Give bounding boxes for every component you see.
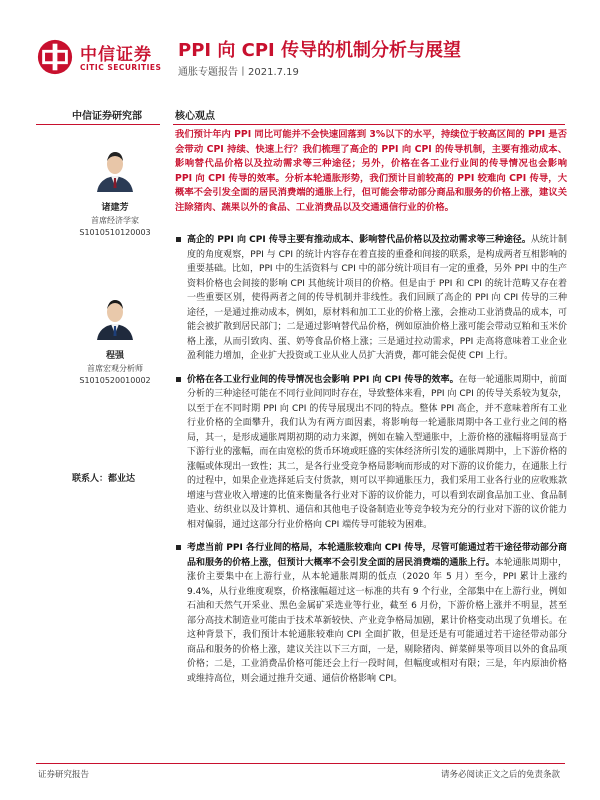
analyst-card <box>60 144 170 237</box>
analyst-id: S1010510120003 <box>79 228 151 237</box>
analyst-photo-icon <box>95 144 135 192</box>
right-divider <box>173 124 565 125</box>
core-view-summary: 我们预计年内 PPI 同比可能并不会快速回落到 3%以下的水平，持续位于较高区间的 PPI 是否会带动 CPI 持续、快速上行？我们梳理了高企的 PPI 向 CPI 的传导机制，主要有推动成本、影响替代品价格以及拉动需求等三种途径；另外，价格在各工业行业间的传导情况也会影响 PPI 向 CPI 传导的效率。分析本轮通胀形势，我们预计目前较高的 PPI 较难向 CPI 传导，大概率不会引发全面的居民消费端的通胀上行，但可能会带动部分商品和服务的价格上涨，建议关注除猪肉、蔬果以外的食品、工业消费品以及交通通信行业的价格。 <box>175 129 567 213</box>
research-dept-heading: 中信证券研究部 <box>72 111 142 122</box>
bullet-paragraph <box>175 233 567 364</box>
core-view-heading: 核心观点 <box>175 111 215 122</box>
bullet-square-icon <box>176 377 181 382</box>
bullet-body: 在每一轮通胀周期中，前面分析的三种途径可能在不同行业间同时存在，导致整体来看，PPI 向 CPI 的传导关系较为复杂，以至于在不同时期 PPI 向 CPI 的传导展现出不同的特点。整体 PPI 高企，并不意味着所有工业行业价格的全面攀升，我们认为有两方面因素，将影响每一轮通胀周期中各工业行业之间的格局，其一，是形成通胀周期初期的动力来源，例如在输入型通胀中，上游价格的涨幅将明显高于下游行业的涨幅，而在由宽松的货币环境或旺盛的实体经济所引发的通胀周期中，上下游价格的涨幅或体现出一致性；其二，是各行业受竞争格局影响而形成的对下游的议价能力，在通胀上行的过程中，如果企业选择延后支付货款，则可以平抑通胀压力，我们采用工业各行业的应收账款增速与营业收入增速的比值来衡量各行业对下游的议价能力，可以看到农副食品加工业、食品制造业、纺织业以及计算机、通信和其他电子设备制造业等竞争较为充分的行业对下游的议价能力相对偏弱，通过这部分行业价格向 CPI 端传导可能较为困难。 <box>187 374 567 530</box>
report-subtitle: 通胀专题报告丨2021.7.19 <box>178 67 299 78</box>
bullet-lead: 价格在各工业行业间的传导情况也会影响 PPI 向 CPI 传导的效率。 <box>187 374 459 385</box>
bullet-body: 本轮通胀周期中，涨价主要集中在上游行业，从本轮通胀周期的低点（2020 年 5 月）至今，PPI 累计上涨约 9.4%，从行业维度观察，价格涨幅超过这一标准的共有 9 个行业，全部集中在上游行业，例如石油和天然气开采业、黑色金属矿采选业等行业，截至 6 月份，下游价格上涨并不明显，甚至部分高技术制造业可能由于技术革新较快、产业竞争格局加剧，累计价格变动出现了负增长。在这种背景下，我们预计本轮通胀较难向 CPI 全面扩散，但是还是有可能通过若干途径带动部分商品和服务的价格上涨，建议关注以下三方面，一是，剔除猪肉、鲜菜鲜果等项目以外的食品项价格；二是，工业消费品价格可能还会上行一段时间，但幅度或相对有限；三是，年内原油价格或维持高位，则会通过推升交通、通信价格影响 CPI。 <box>187 557 567 684</box>
analyst-title: 首席经济学家 <box>91 216 139 225</box>
bullet-paragraph <box>175 373 567 533</box>
logo-text-cn: 中信证券 <box>80 45 152 65</box>
report-header <box>0 0 600 90</box>
analyst-photo-icon <box>95 292 135 340</box>
report-title: PPI 向 CPI 传导的机制分析与展望 <box>178 40 461 61</box>
footer-disclaimer: 请务必阅读正文之后的免责条款 <box>440 770 560 780</box>
analyst-name: 程强 <box>105 351 124 361</box>
bullet-square-icon <box>176 237 181 242</box>
footer-divider <box>36 763 565 764</box>
bullet-lead: 考虑当前 PPI 各行业间的格局，本轮通胀较难向 CPI 传导，尽管可能通过若干途径带动部分商品和服务的价格上涨，但预计大概率不会引发全面的居民消费端的通胀上行。 <box>187 543 567 568</box>
bullet-lead: 高企的 PPI 向 CPI 传导主要有推动成本、影响替代品价格以及拉动需求等三种途径。 <box>187 235 531 245</box>
analyst-title: 首席宏观分析师 <box>87 364 143 373</box>
analyst-card <box>60 292 170 385</box>
left-divider <box>36 124 160 125</box>
bullet-paragraph <box>175 541 567 686</box>
logo-text-en: CITIC SECURITIES <box>80 63 162 72</box>
footer-label: 证券研究报告 <box>38 770 90 780</box>
bullet-list <box>175 233 567 695</box>
analyst-name: 诸建芳 <box>101 203 129 213</box>
bullet-body: 从统计制度的角度观察，PPI 与 CPI 的统计内容存在着直接的重叠和间接的联系，是构成两者互相影响的重要基础。比如，PPI 中的生活资料与 CPI 中的部分统计项目有一定的重叠，另外 PPI 中的生产资料价格也会间接的影响 CPI 其他统计项目的价格。但是由于 PPI 和 CPI 的统计范畴又存在着一些重要区别，使得两者之间的传导机制并非线性。我们回顾了高企的 PPI 向 CPI 传导的三种途径，一是通过推动成本，例如，原材料和加工工业的价格上涨，会推动工业消费品的成本，可能会被扩散到居民部门；二是通过影响替代品价格，例如原油价格上涨可能会带动豆粕和玉米价格上涨，从而引致肉、蛋、奶等食品价格上涨；三是通过拉动需求，PPI 走高将意味着工业企业盈利能力增加，企业扩大投资或工业从业人员扩大消费，都可能会促使 CPI 上行。 <box>187 235 567 361</box>
bullet-square-icon <box>176 545 181 550</box>
contact-person: 联系人：都业达 <box>72 474 136 484</box>
analyst-id: S1010520010002 <box>79 376 151 385</box>
citic-logo-icon <box>36 38 74 76</box>
